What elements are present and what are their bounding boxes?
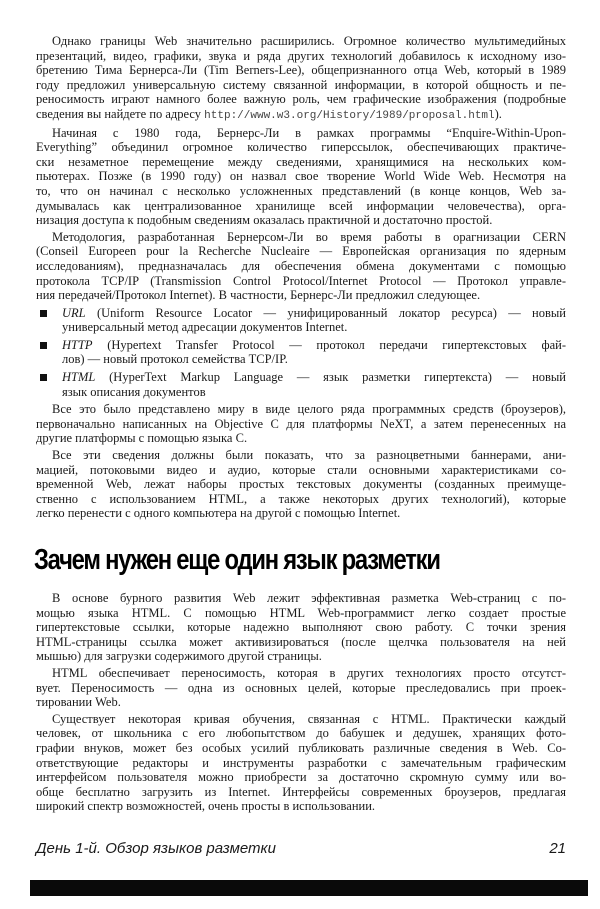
text-line: сведения вы найдете по адресу http://www.w3.org/History/1989/proposal.html).	[36, 106, 502, 122]
text-line: другие платформы с помощью языка C.	[36, 431, 248, 446]
text-line: году предложил универсальную систему связанной информации, в которой общность и пе-	[36, 77, 566, 92]
bullet-item	[36, 306, 566, 335]
bullet-square-icon	[40, 342, 47, 349]
scan-edge-bar	[30, 880, 588, 896]
text-line: широкий спектр возможностей, очень просты в использовании.	[36, 799, 376, 814]
paragraph	[36, 712, 566, 814]
text-line: презентаций, видео, графики, звука и ряда других технологий добавилось к исходному изо-	[36, 48, 566, 63]
text-line: ответствующие редакторы и инструменты разработки с замечательным графическим	[36, 755, 566, 770]
footer-chapter-title: День 1-й. Обзор языков разметки	[36, 839, 276, 857]
text-line: человек, от школьника с его любопытством до бабушек и дедушек, хранящих фото-	[36, 726, 566, 741]
text-line: лов) — новый протокол семейства TCP/IP.	[62, 352, 288, 367]
paragraph	[36, 591, 566, 664]
text-line: ски незаметное перемещение между сведениями, хранящимися на нескольких ком-	[36, 154, 566, 169]
bullet-square-icon	[40, 374, 47, 381]
text-line: пьютерах. Позже (в 1990 году) он назвал свое творение World Wide Web. Несмотря на	[36, 169, 566, 184]
text-line: бретению Тима Бернерса-Ли (Tim Berners-Lee), общепризнанного отца Web, который в 1989	[36, 63, 566, 78]
book-page	[36, 34, 566, 858]
text-line: думывалась как централизованное хранилище всей информации человечества), орга-	[36, 198, 566, 213]
text-line: HTML (HyperText Markup Language — язык разметки гипертекста) — новый	[62, 370, 566, 385]
text-line: Методология, разработанная Бернерсом-Ли во время работы в орагнизации CERN	[52, 229, 566, 244]
bullet-text	[62, 370, 566, 399]
paragraph	[36, 402, 566, 446]
text-line: Everything” объединил огромное количество гиперссылок, обеспечивающих практиче-	[36, 140, 566, 155]
text-line: язык описания документов	[62, 384, 206, 399]
section-heading: Зачем нужен еще один язык разметки	[34, 544, 440, 576]
text-line: интерфейсом пользователя можно приобрести за достаточно скромную сумму или во-	[36, 770, 566, 785]
text-line: Начиная с 1980 года, Бернерс-Ли в рамках программы “Enquire-Within-Upon-	[52, 125, 566, 140]
bullet-text	[62, 338, 566, 367]
text-line: В основе бурного развития Web лежит эффективная разметка Web-страниц с по-	[52, 591, 566, 605]
text-line: Однако границы Web значительно расширились. Огромное количество мультимедийных	[52, 34, 566, 48]
text-line: первоначально написанных на Objective C для платформы NeXT, а затем перенесенных на	[36, 416, 566, 431]
text-line: Существует некоторая кривая обучения, связанная с HTML. Практически каждый	[52, 711, 566, 726]
text-line: мацией, потоковыми видео и аудио, которые стали основными характеристиками со-	[36, 462, 566, 477]
text-line: то, что он начинал с несколько усложненных представлений (в конце концов, Web за-	[36, 183, 566, 198]
text-line: тировании Web.	[36, 695, 121, 710]
paragraph	[36, 448, 566, 521]
text-line: HTML обеспечивает переносимость, которая в других технологиях просто отсутст-	[52, 665, 566, 680]
bullet-square-icon	[40, 310, 47, 317]
text-line: ния передачей/Протокол Internet). В частности, Бернерс-Ли предложил следующее.	[36, 288, 481, 303]
paragraph	[36, 126, 566, 228]
text-line: мощью языка HTML. С помощью HTML Web-программист легко создает простые	[36, 605, 566, 620]
paragraph	[36, 666, 566, 710]
text-line: Все эти сведения должны были показать, что за разноцветными баннерами, ани-	[52, 448, 566, 463]
text-line: низация доступа к подобным сведениям оказалась практичной и достаточно простой.	[36, 213, 493, 228]
text-line: Все это было представлено миру в виде целого ряда программных средств (броузеров),	[52, 402, 566, 417]
bullet-item	[36, 370, 566, 399]
bullet-text	[62, 306, 566, 335]
text-line: исследованиям), предназначалась для обеспечения обмена документами с помощью	[36, 258, 566, 273]
text-line: мышью) для загрузки содержимого другой страницы.	[36, 649, 322, 664]
text-line: обще бесплатно загрузить из Internet. Интерфейсы современных броузеров, предлагая	[36, 784, 566, 799]
page-number: 21	[549, 839, 566, 857]
page-footer	[36, 840, 566, 858]
text-line: (Conseil Europeen pour la Recherche Nucleaire — Европейская организация по ядерным	[36, 244, 566, 259]
text-line: HTTP (Hypertext Transfer Protocol — протокол передачи гипертекстовых фай-	[62, 337, 566, 352]
text-line: URL (Uniform Resource Locator — унифицированный локатор ресурса) — новый	[62, 305, 566, 320]
text-line: временной Web, лежат наборы простых текстовых документы (созданных преимуще-	[36, 477, 566, 492]
text-line: протокола TCP/IP (Transmission Control Protocol/Internet Protocol — Протокол управле-	[36, 273, 566, 288]
text-line: легко перенести с одного компьютера на другой с помощью Internet.	[36, 506, 401, 521]
paragraph	[36, 34, 566, 124]
text-line: универсальный метод адресации документов Internet.	[62, 320, 348, 335]
text-line: графии внуков, может без особых усилий публиковать различные сведения в Web. Со-	[36, 740, 566, 755]
bullet-item	[36, 338, 566, 367]
text-line: вует. Переносимость — одна из основных целей, которые преследовались при проек-	[36, 680, 566, 695]
text-line: ственно с использованием HTML, а также некоторых других технологий), которые	[36, 491, 566, 506]
paragraph	[36, 230, 566, 303]
text-line: реносимость играют намного более важную роль, чем графические изображения (подробные	[36, 92, 566, 107]
text-line: HTML-страницы ссылка может активизироваться (после щелчка пользователя на ней	[36, 634, 566, 649]
text-line: гипертекстовые ссылки, которые надежно выполняют свою работу. С точки зрения	[36, 620, 566, 635]
